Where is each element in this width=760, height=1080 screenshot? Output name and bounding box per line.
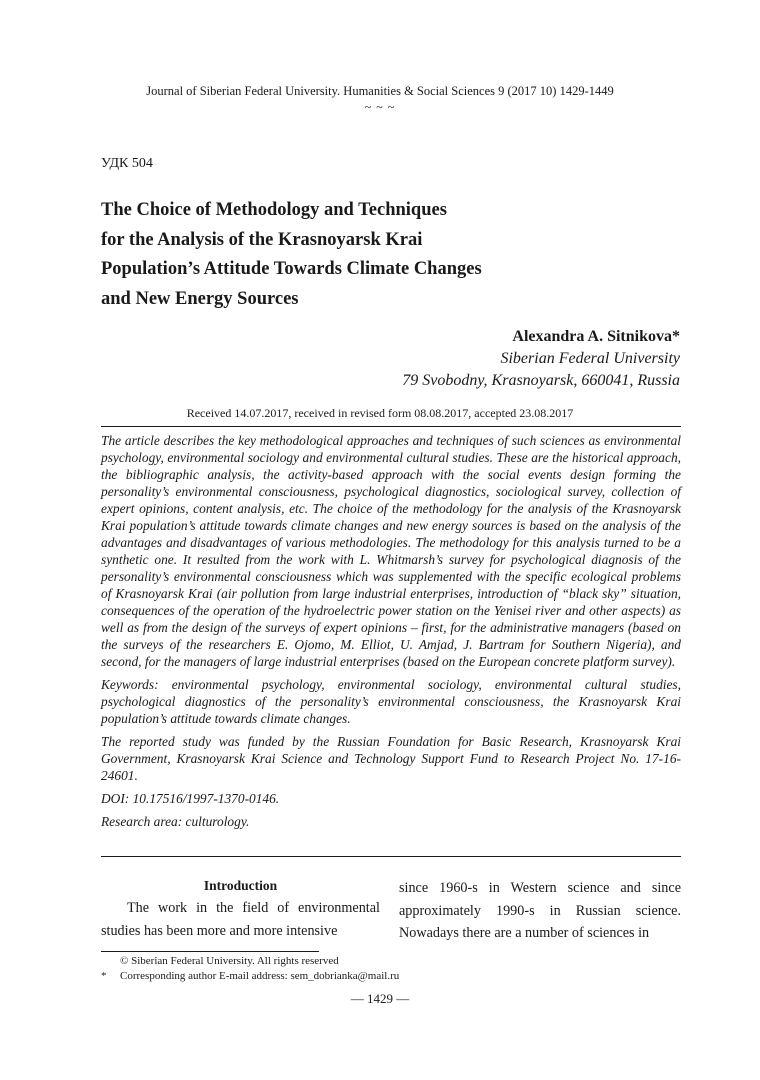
footnotes	[101, 954, 399, 984]
title-line-3: Population’s Attitude Towards Climate Changes	[101, 259, 482, 279]
udk-code: УДК 504	[101, 156, 153, 171]
footnote-rule	[101, 951, 319, 952]
title-line-4: and New Energy Sources	[101, 288, 299, 309]
title-line-1: The Choice of Methodology and Techniques	[101, 200, 447, 220]
doi: DOI: 10.17516/1997-1370-0146.	[101, 791, 280, 806]
funding-note: The reported study was funded by the Russian Foundation for Basic Research, Krasnoyarsk Krai Government, Krasnoyarsk Krai Science and Technology Support Fund to Research Project No. 17-16-24601.	[101, 734, 681, 783]
footnote-corresponding	[101, 969, 399, 984]
intro-paragraph-left: The work in the field of environmental studies has been more and more intensive	[101, 900, 380, 939]
journal-header: Journal of Siberian Federal University. Humanities & Social Sciences 9 (2017 10) 1429-1449	[146, 84, 614, 98]
abstract-text: The article describes the key methodological approaches and techniques of such sciences as environmental psychology, environmental sociology and environmental cultural studies. These are the historical approach, the bibliographic analysis, the activity-based approach with the social events design forming the personality’s environmental consciousness, psychological diagnostics, sociological survey, collection of expert opinions, content analysis, etc. The choice of the methodology for the analysis of the Krasnoyarsk Krai population’s attitude towards climate changes and new energy sources is based on the analysis of the advantages and disadvantages of various methodologies. The methodology for this analysis turned to be a synthetic one. It resulted from the work with L. Whitmarsh’s survey for psychological diagnosis of the personality’s environmental consciousness which was supplemented with the specific ecological problems of Krasnoyarsk Krai (air pollution from large industrial enterprises, introduction of “black sky” situation, consequences of the operation of the hydroelectric power station on the Yenisei river and other aspects) as well as from the design of the surveys of expert opinions – first, for the administrative managers (based on the surveys of the researchers E. Ojomo, M. Elliot, U. Amjad, J. Bartram for Southern Nigeria), and second, for the managers of large industrial enterprises (based on the European concrete platform survey).	[101, 433, 681, 669]
abstract-top-rule	[101, 426, 681, 427]
page-number: — 1429 —	[350, 991, 410, 1006]
author-block	[402, 326, 680, 392]
research-area: Research area: culturology.	[101, 814, 250, 829]
abstract-block	[101, 432, 681, 836]
header-ornament: ~ ~ ~	[364, 100, 396, 114]
title-line-2: for the Analysis of the Krasnoyarsk Krai	[101, 229, 423, 250]
footnote-corresponding-text: Corresponding author E-mail address: sem_dobrianka@mail.ru	[120, 970, 400, 982]
footnote-copyright: © Siberian Federal University. All rights reserved	[120, 955, 339, 967]
author-affiliation: Siberian Federal University	[500, 350, 680, 367]
body-column-right	[399, 877, 681, 945]
footnote-star: *	[101, 970, 107, 982]
intro-paragraph-right: since 1960-s in Western science and since approximately 1990-s in Russian science. Nowadays there are a number of sciences in	[399, 880, 681, 941]
article-title	[101, 196, 661, 314]
section-heading-introduction: Introduction	[203, 878, 278, 893]
author-name: Alexandra A. Sitnikova*	[512, 328, 680, 345]
body-column-left	[101, 874, 380, 943]
abstract-bottom-rule	[101, 856, 681, 857]
author-address: 79 Svobodny, Krasnoyarsk, 660041, Russia	[402, 372, 680, 389]
received-dates: Received 14.07.2017, received in revised form 08.08.2017, accepted 23.08.2017	[186, 406, 574, 420]
keywords: Keywords: environmental psychology, environmental sociology, environmental cultural studies, psychological diagnostics of the personality’s environmental consciousness, the Krasnoyarsk Krai population’s attitude towards climate changes.	[101, 677, 681, 726]
